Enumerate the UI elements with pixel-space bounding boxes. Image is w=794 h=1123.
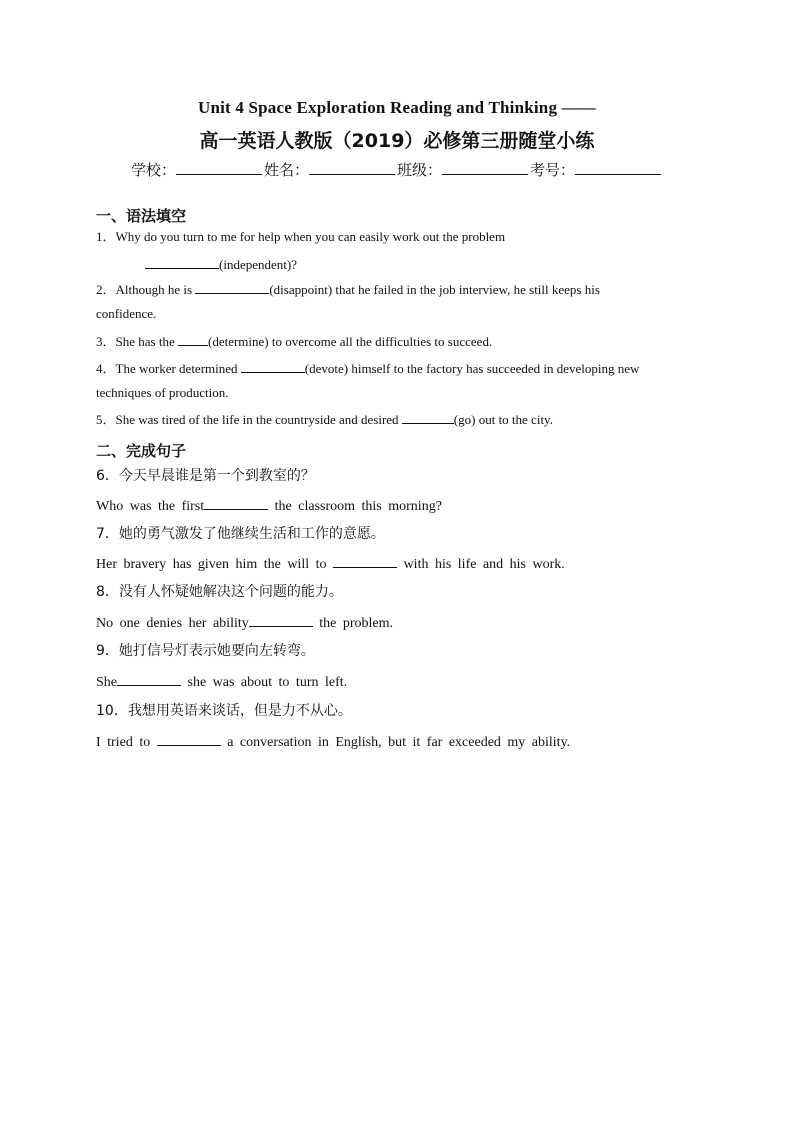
name-label: 姓名： bbox=[263, 161, 309, 179]
question-text: Although he is bbox=[115, 282, 196, 297]
question-2-continued bbox=[96, 305, 702, 323]
class-blank[interactable] bbox=[442, 160, 528, 175]
question-2 bbox=[96, 279, 702, 299]
answer-blank[interactable] bbox=[204, 495, 268, 510]
question-10-chinese: 10．我想用英语来谈话，但是力不从心。 bbox=[96, 703, 352, 719]
question-9-english bbox=[96, 671, 347, 691]
question-8-chinese: 8．没有人怀疑她解决这个问题的能力。 bbox=[96, 584, 343, 600]
class-label: 班级： bbox=[397, 161, 443, 179]
sentence-text: the classroom this morning? bbox=[268, 499, 442, 514]
question-3 bbox=[96, 331, 702, 351]
answer-blank[interactable] bbox=[333, 553, 397, 568]
sentence-text: Who was the first bbox=[96, 499, 205, 514]
question-text: Why do you turn to me for help when you can easily work out the problem bbox=[115, 229, 506, 244]
question-text: The worker determined bbox=[115, 361, 241, 376]
sentence-text: she was about to turn left. bbox=[181, 675, 348, 690]
sentence-text: She bbox=[96, 675, 117, 690]
question-8-english bbox=[96, 612, 393, 632]
question-text: (independent)? bbox=[219, 257, 297, 272]
title-chinese: 高一英语人教版（2019）必修第三册随堂小练 bbox=[199, 130, 595, 152]
sentence-text: the problem. bbox=[312, 616, 394, 631]
answer-blank[interactable] bbox=[402, 409, 454, 424]
section-heading-sentences: 二、完成句子 bbox=[96, 442, 187, 460]
question-text: confidence. bbox=[96, 306, 157, 321]
section-heading-grammar: 一、语法填空 bbox=[96, 207, 187, 225]
question-7-english bbox=[96, 553, 565, 573]
question-text: (devote) himself to the factory has succeeded in developing new bbox=[304, 361, 640, 376]
name-blank[interactable] bbox=[309, 160, 395, 175]
question-10-english bbox=[96, 731, 570, 751]
number-blank[interactable] bbox=[575, 160, 661, 175]
answer-blank[interactable] bbox=[117, 671, 181, 686]
question-1-continued bbox=[145, 254, 297, 274]
question-4-continued bbox=[96, 384, 702, 402]
question-6-chinese: 6．今天早晨谁是第一个到教室的？ bbox=[96, 468, 315, 484]
question-number: 5． bbox=[96, 412, 116, 427]
question-number: 4． bbox=[96, 361, 116, 376]
answer-blank[interactable] bbox=[157, 731, 221, 746]
question-7-chinese: 7．她的勇气激发了他继续生活和工作的意愿。 bbox=[96, 526, 385, 542]
answer-blank[interactable] bbox=[178, 331, 208, 346]
answer-blank[interactable] bbox=[241, 358, 305, 373]
question-number: 3． bbox=[96, 334, 116, 349]
sentence-text: Her bravery has given him the will to bbox=[96, 557, 334, 572]
title-english: Unit 4 Space Exploration Reading and Thinking —— bbox=[197, 98, 597, 117]
question-text: (determine) to overcome all the difficulties to succeed. bbox=[207, 334, 493, 349]
student-info-line bbox=[0, 159, 794, 180]
school-label: 学校： bbox=[130, 161, 176, 179]
question-text: (disappoint) that he failed in the job interview, he still keeps his bbox=[269, 282, 600, 297]
sentence-text: with his life and his work. bbox=[397, 557, 565, 572]
question-5 bbox=[96, 409, 702, 429]
sentence-text: No one denies her ability bbox=[96, 616, 249, 631]
question-4 bbox=[96, 358, 702, 378]
question-9-chinese: 9．她打信号灯表示她要向左转弯。 bbox=[96, 643, 315, 659]
number-label: 考号： bbox=[530, 161, 576, 179]
question-number: 2． bbox=[96, 282, 116, 297]
question-text: (go) out to the city. bbox=[453, 412, 553, 427]
question-6-english bbox=[96, 495, 442, 515]
question-number: 1． bbox=[96, 229, 116, 244]
question-text: She was tired of the life in the countryside and desired bbox=[115, 412, 402, 427]
question-text: She has the bbox=[115, 334, 178, 349]
sentence-text: a conversation in English, but it far exceeded my ability. bbox=[220, 735, 571, 750]
school-blank[interactable] bbox=[176, 160, 262, 175]
answer-blank[interactable] bbox=[249, 612, 313, 627]
question-text: techniques of production. bbox=[96, 385, 229, 400]
answer-blank[interactable] bbox=[145, 254, 219, 269]
sentence-text: I tried to bbox=[96, 735, 157, 750]
question-1 bbox=[96, 228, 702, 246]
answer-blank[interactable] bbox=[195, 279, 269, 294]
